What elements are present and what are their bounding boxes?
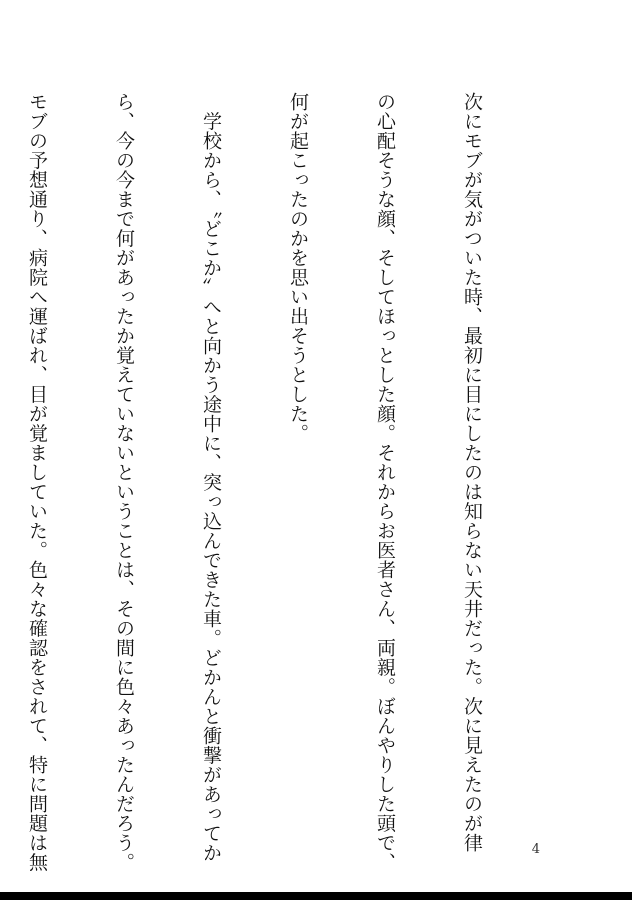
text-line: ら、今の今まで何があったか覚えていないということは、その間に色々あったんだろう。: [113, 92, 135, 872]
vertical-text-body: [26, 92, 544, 872]
text-line: 学校から、〝どこか〟へと向かう途中に、突っ込んできた車。どかんと衝撃があってか: [200, 92, 222, 863]
text-line: の心配そうな顔、そしてほっとした顔。それからお医者さん、両親。ぼんやりした頭で、: [374, 92, 396, 872]
text-line: 何が起こったのかを思い出そうとした。: [287, 92, 309, 443]
page-number: 4: [531, 842, 540, 857]
bottom-border-bar: [0, 892, 632, 900]
text-line: 次にモブが気がついた時、最初に目にしたのは知らない天井だった。次に見えたのが律: [461, 92, 483, 853]
text-line: モブの予想通り、病院へ運ばれ、目が覚ましていた。色々な確認をされて、特に問題は無: [26, 92, 48, 872]
